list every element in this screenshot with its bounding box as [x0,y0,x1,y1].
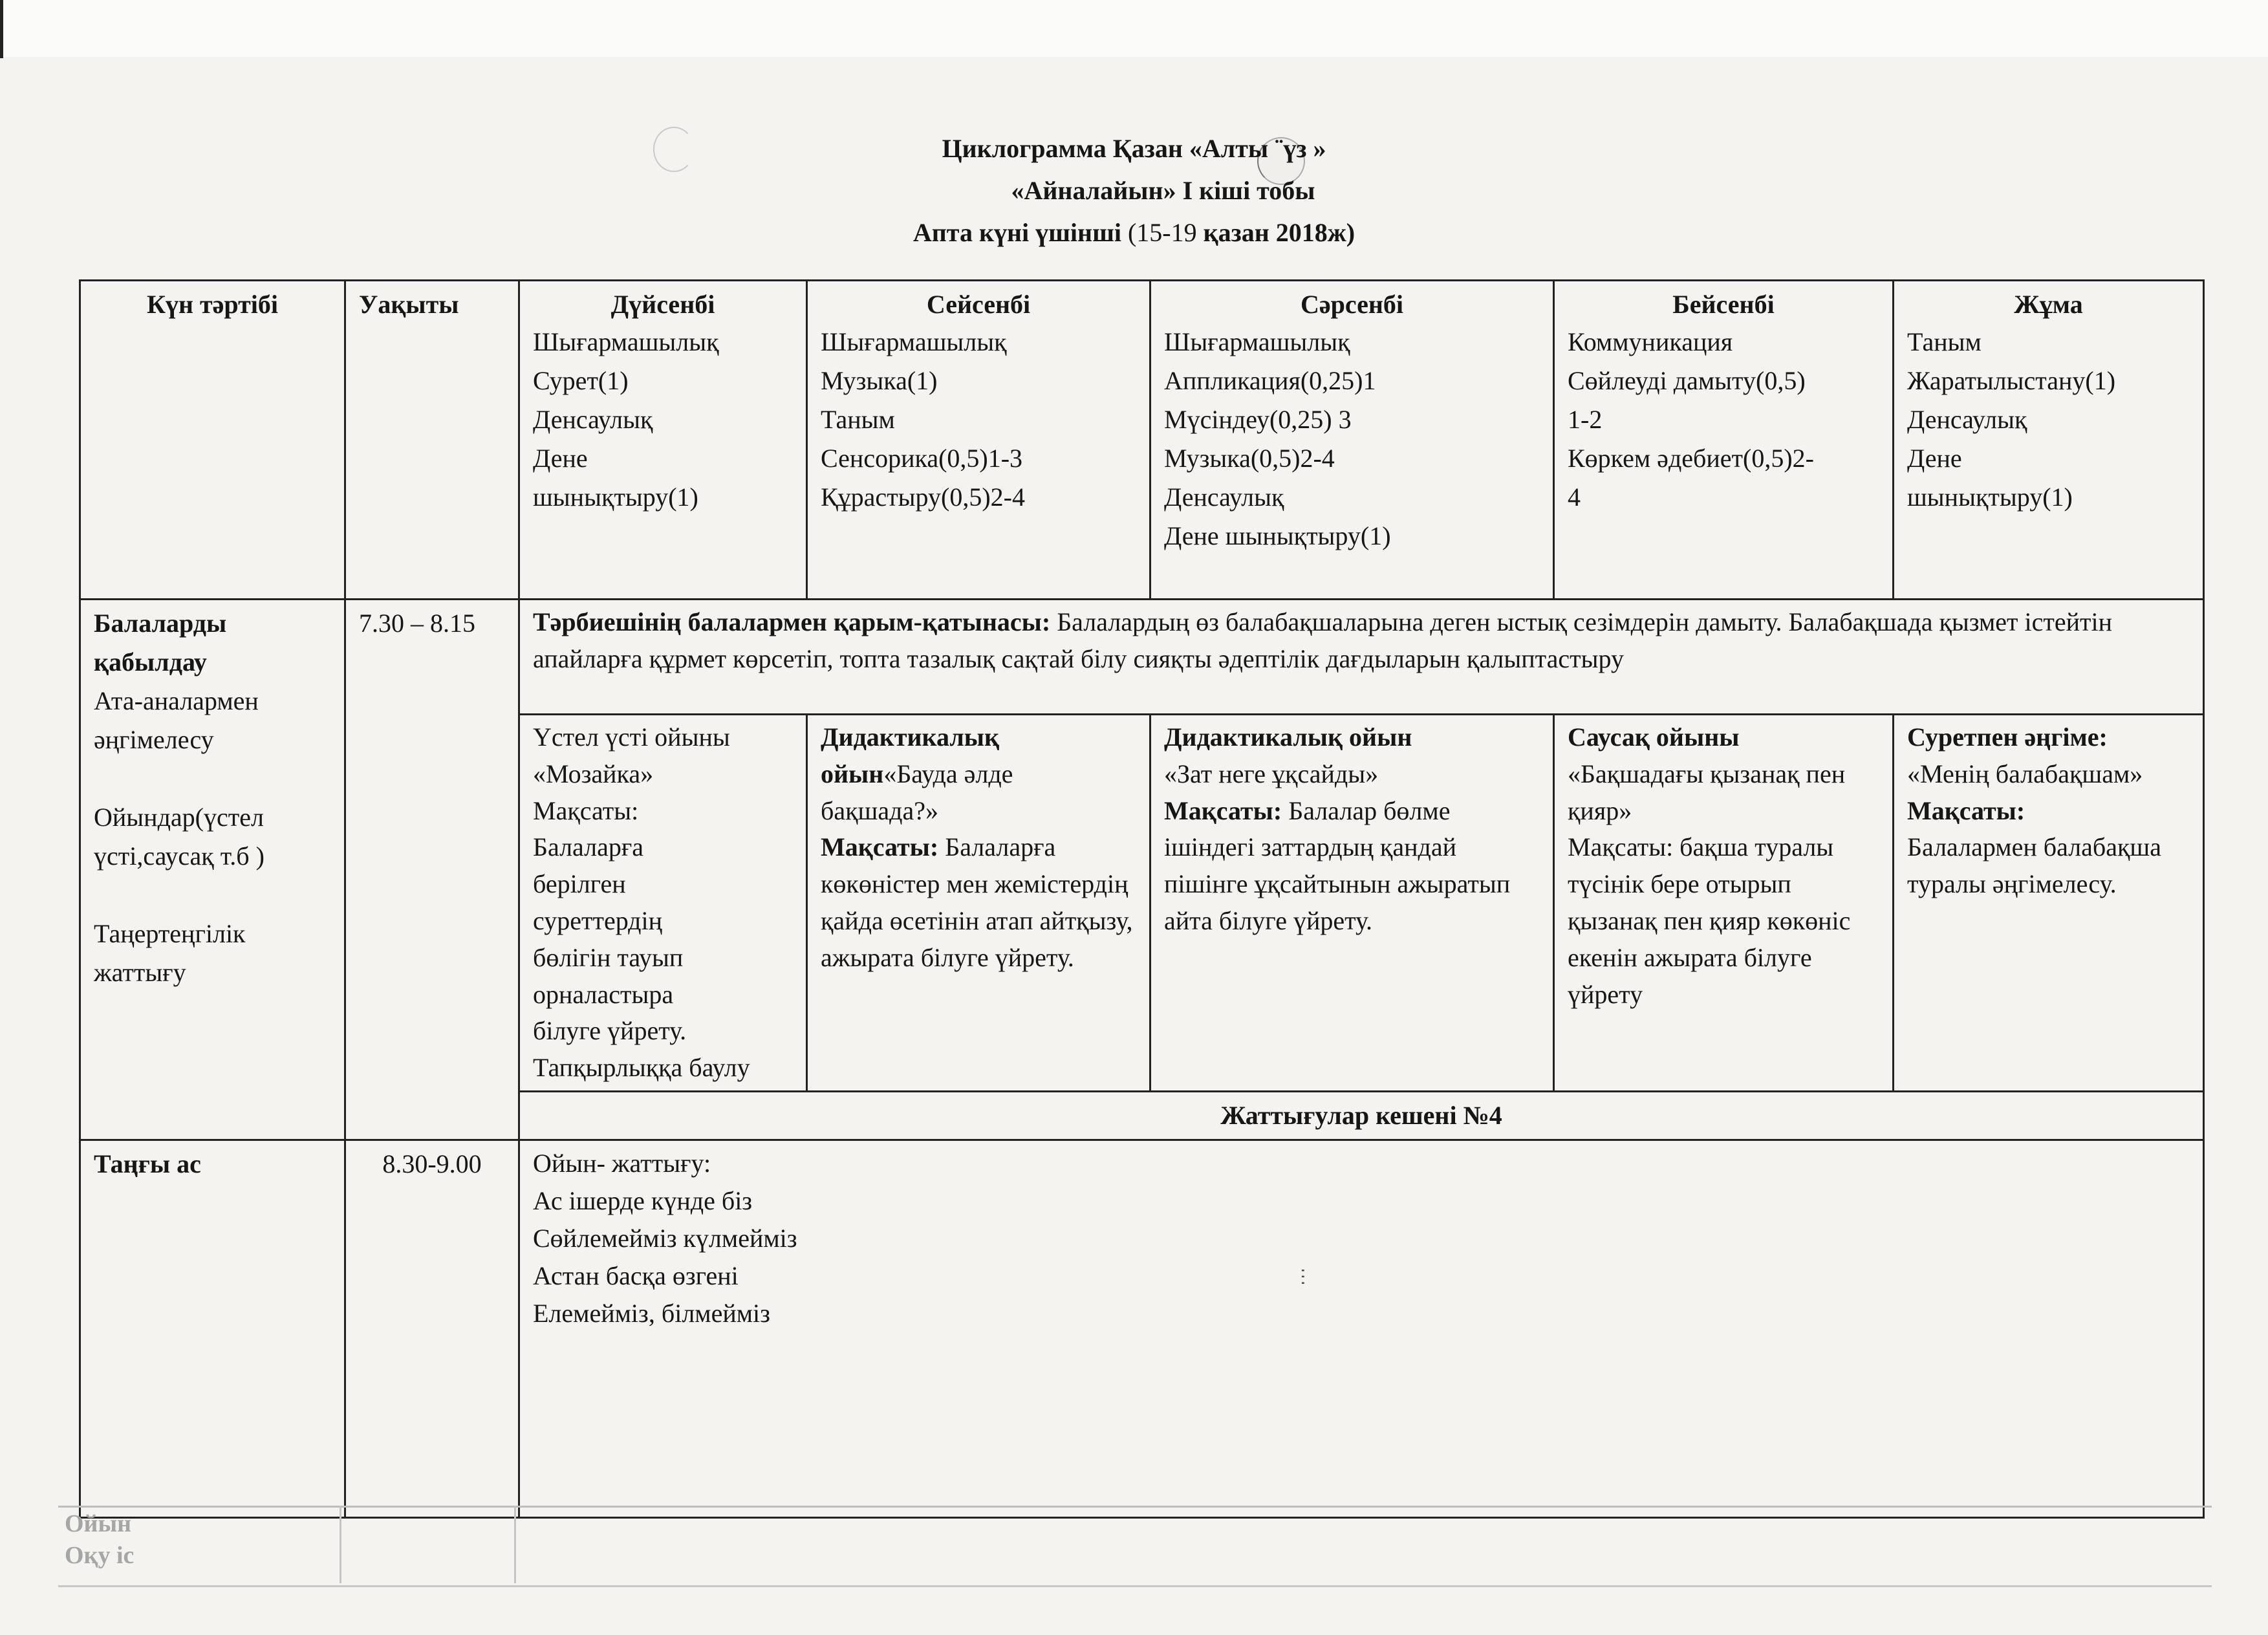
group-title: «Айналайын» І кіші тобы [1011,176,1315,205]
week-title: Апта күні үшінші (15-19 қазан 2018ж) [913,218,1355,247]
game-shapes: Дидактикалық ойын «Зат неге ұқсайды» Мақсаты: Балалар бөлме ішіндегі заттардың қандай пішінге ұқсайтынын ажыратып айта білуге үйрету. [1150,715,1554,1092]
bleed-line [340,1506,341,1583]
reception-label: Балаларды қабылдау Ата-аналармен әңгімелесу Ойындар(үстел үсті,саусақ т.б ) Таңертеңгілік жаттығу [80,600,345,1140]
breakfast-row [80,1140,2204,1517]
scan-speck: ⵗ [1300,1267,1306,1288]
bleed-line [514,1506,516,1583]
bleed-through-row [58,1506,2212,1587]
day-wednesday: Сәрсенбі Шығармашылық Аппликация(0,25)1 Мүсіндеу(0,25) 3 Музыка(0,5)2-4 Денсаулық Дене шынықтыру(1) [1150,281,1554,600]
day-friday: Жұма Таным Жаратылыстану(1) Денсаулық Дене шынықтыру(1) [1894,281,2204,600]
breakfast-label: Таңғы ас [80,1140,345,1517]
breakfast-time: 8.30-9.00 [345,1140,519,1517]
col-time: Уақыты [345,281,519,600]
col-schedule: Күн тәртібі [80,281,345,600]
doc-title: Циклограмма Қазан «Алты ¨үз » [942,134,1326,163]
schedule-table [79,279,2205,1519]
exercise-complex: Жаттығулар кешені №4 [519,1091,2204,1140]
scan-top-margin [0,0,2268,57]
header-row [80,281,2204,600]
reception-row [80,600,2204,715]
scan-edge-mark [0,0,3,58]
teacher-communication: Тәрбиешінің балалармен қарым-қатынасы: Балалардың өз балабақшаларына деген ыстық сезімдерін дамыту. Балабақшада қызмет істейтін апайларға құрмет көрсетіп, топта тазалық сақтай білу сияқты әдептілік дағдыларын қалыптастыру [519,600,2204,715]
game-picture-story: Суретпен әңгіме: «Менің балабақшам» Мақсаты: Балалармен балабақша туралы әңгімелесу. [1894,715,2204,1092]
day-tuesday: Сейсенбі Шығармашылық Музыка(1) Таным Сенсорика(0,5)1-3 Құрастыру(0,5)2-4 [807,281,1150,600]
game-garden: Дидактикалық ойын«Бауда әлде бақшада?» Мақсаты: Балаларға көкөністер мен жемістердің қайда өсетінін атап айтқызу, ажырата білуге үйрету. [807,715,1150,1092]
reception-time: 7.30 – 8.15 [345,600,519,1140]
game-mosaic: Үстел үсті ойыны «Мозайка» Мақсаты: Балаларға берілген суреттердің бөлігін тауып орналастыра білуге үйрету. Тапқырлыққа баулу [519,715,807,1092]
game-finger: Саусақ ойыны «Бақшадағы қызанақ пен қияр» Мақсаты: бақша туралы түсінік бере отырып қызанақ пен қияр көкөніс екенін ажырата білуге үйрету [1554,715,1894,1092]
bleed-through-text: Ойын Оқу іс [65,1510,135,1570]
day-thursday: Бейсенбі Коммуникация Сөйлеуді дамыту(0,5) 1-2 Көркем әдебиет(0,5)2- 4 [1554,281,1894,600]
day-monday: Дүйсенбі Шығармашылық Сурет(1) Денсаулық Дене шынықтыру(1) [519,281,807,600]
breakfast-activity: Ойын- жаттығу: Ас ішерде күнде біз Сөйлемейміз күлмейміз Астан басқа өзгені Елемейміз, білмейміз [519,1140,2204,1517]
